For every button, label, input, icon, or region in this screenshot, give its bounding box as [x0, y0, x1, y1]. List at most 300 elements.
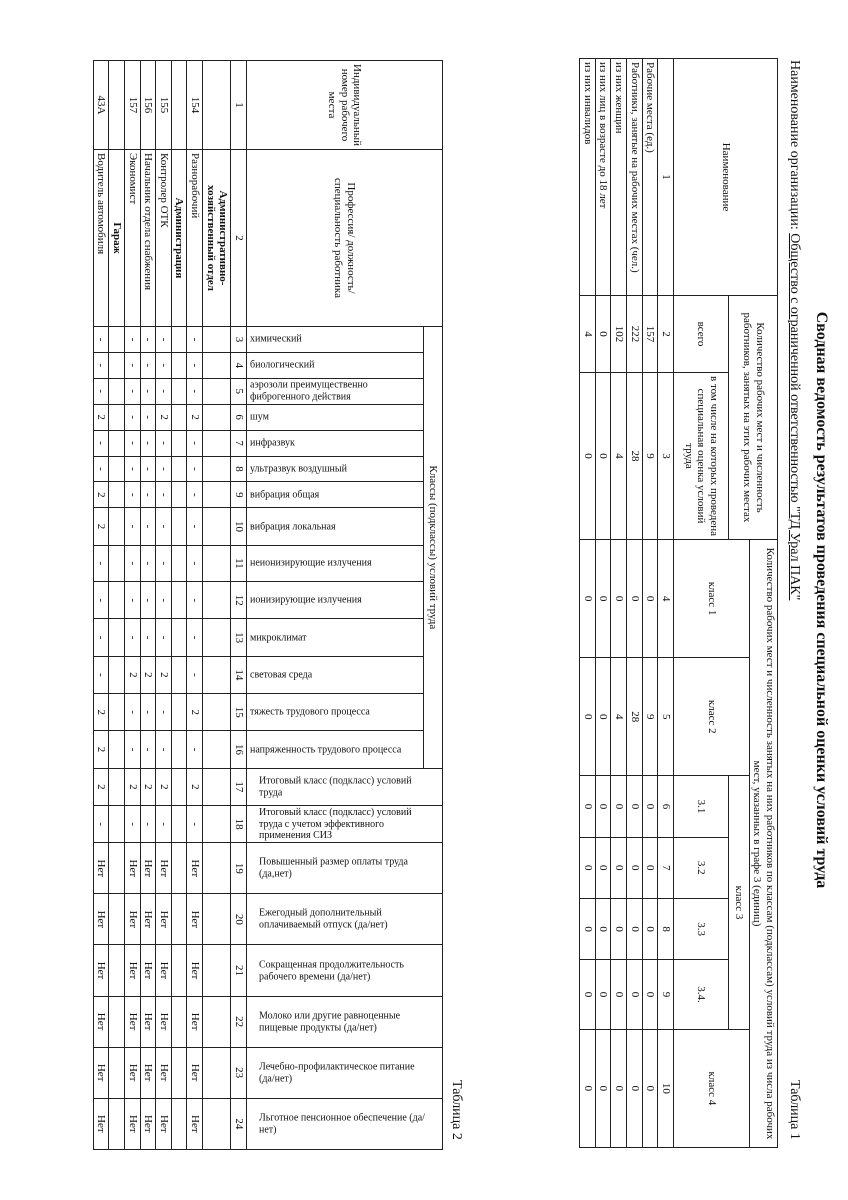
t2-cell: -	[140, 731, 156, 768]
t1-cell: 0	[627, 1029, 643, 1147]
t2-col-head: шум	[247, 404, 424, 430]
t2-col-head: Сокращенная продолжительность рабочего времени (да/нет)	[247, 945, 443, 996]
t1-cell: 4	[580, 296, 596, 373]
t2-cell: Нет	[93, 894, 109, 945]
t2-cell: -	[93, 545, 109, 581]
t1-cell: 0	[627, 776, 643, 837]
t2-cell: -	[140, 582, 156, 619]
t2-cell: -	[187, 327, 203, 353]
t2-empty	[203, 352, 231, 378]
t1-class2: класс 2	[674, 658, 750, 776]
t2-empty	[171, 378, 187, 404]
t2-cell: -	[187, 656, 203, 693]
t2-cell: -	[124, 456, 140, 482]
t2-col-head: Льготное пенсионное обеспечение (да/нет)	[247, 1098, 443, 1149]
t2-num: 3	[231, 327, 247, 353]
t2-num: 15	[231, 694, 247, 731]
t2-cell: Нет	[124, 945, 140, 996]
t2-cell: Нет	[140, 894, 156, 945]
t2-empty	[203, 694, 231, 731]
t2-cell: -	[156, 482, 172, 508]
t2-cell: 2	[140, 656, 156, 693]
t1-cell: 0	[642, 776, 658, 837]
t1-cell: 0	[611, 540, 627, 658]
t1-cell: 0	[595, 776, 611, 837]
t2-num: 24	[231, 1098, 247, 1149]
t2-empty	[109, 894, 125, 945]
t1-head-count: Количество рабочих мест и численность работников, занятых на этих рабочих местах	[729, 296, 778, 540]
t2-empty	[203, 996, 231, 1047]
t1-cell: 9	[642, 373, 658, 540]
t2-empty	[109, 482, 125, 508]
t2-num: 9	[231, 482, 247, 508]
t1-head-name: Наименование	[674, 59, 778, 296]
t1-cell: 0	[642, 540, 658, 658]
t2-cell: -	[124, 619, 140, 656]
t2-num: 4	[231, 352, 247, 378]
t2-col-head: Лечебно-профилактическое питание (да/нет)	[247, 1047, 443, 1098]
table1-label: Таблица 1	[787, 1080, 802, 1140]
t1-cell: 0	[580, 1029, 596, 1147]
t2-empty	[203, 404, 231, 430]
t2-cell: Нет	[93, 945, 109, 996]
t2-cell: -	[124, 430, 140, 456]
t1-cell: 0	[580, 960, 596, 1029]
t2-row-id: 155	[156, 61, 172, 150]
t2-empty	[171, 61, 187, 150]
t1-num: 2	[658, 296, 674, 373]
t1-num: 9	[658, 960, 674, 1029]
t2-col-head: Итоговый класс (подкласс) условий труда	[247, 768, 443, 805]
t1-cell: 222	[627, 296, 643, 373]
t2-cell: Нет	[187, 996, 203, 1047]
t2-empty	[171, 352, 187, 378]
t2-col-head: аэрозоли преимущественно фиброгенного действия	[247, 378, 424, 404]
t2-col-head: ультразвук воздушный	[247, 456, 424, 482]
t2-cell: -	[187, 352, 203, 378]
t2-empty	[203, 731, 231, 768]
t2-empty	[109, 996, 125, 1047]
t2-empty	[109, 61, 125, 150]
t2-cell: -	[124, 545, 140, 581]
t1-num: 6	[658, 776, 674, 837]
organization-name: Общество с ограниченной ответственностью "ТД Урал ПАК"	[787, 233, 802, 601]
t1-cell: 0	[595, 658, 611, 776]
t2-row-name: Водитель автомобиля	[93, 150, 109, 327]
t2-empty	[109, 806, 125, 843]
t2-cell: -	[140, 545, 156, 581]
t2-cell: -	[187, 508, 203, 545]
t2-row-id: 157	[124, 61, 140, 150]
t2-cell: 2	[187, 404, 203, 430]
t2-cell: Нет	[93, 843, 109, 894]
t2-empty	[203, 327, 231, 353]
t2-empty	[171, 894, 187, 945]
t2-empty	[109, 352, 125, 378]
t1-cell: 0	[611, 837, 627, 898]
t1-cell: 28	[627, 373, 643, 540]
t2-cell: -	[124, 694, 140, 731]
t2-num: 18	[231, 806, 247, 843]
t2-cell: -	[140, 456, 156, 482]
t2-cell: Нет	[156, 945, 172, 996]
t2-row-name: Контролер ОТК	[156, 150, 172, 327]
t2-cell: 2	[156, 656, 172, 693]
t2-empty	[171, 768, 187, 805]
t2-col-head: биологический	[247, 352, 424, 378]
t2-empty	[171, 806, 187, 843]
t2-empty	[171, 731, 187, 768]
t2-cell: -	[156, 378, 172, 404]
t1-cell: 0	[642, 960, 658, 1029]
t2-cell: 2	[93, 768, 109, 805]
t2-empty	[203, 545, 231, 581]
t2-num: 10	[231, 508, 247, 545]
summary-table	[579, 58, 778, 1148]
t2-empty	[171, 945, 187, 996]
t2-empty	[109, 731, 125, 768]
t2-row	[93, 61, 109, 1150]
t2-cell: Нет	[140, 1098, 156, 1149]
t2-empty	[171, 327, 187, 353]
t2-cell: Нет	[156, 1047, 172, 1098]
t2-cell: -	[187, 731, 203, 768]
t1-row-name: Рабочие места (ед.)	[642, 59, 658, 296]
t2-empty	[109, 378, 125, 404]
t2-cell: 2	[187, 768, 203, 805]
t2-cell: -	[187, 619, 203, 656]
t2-num: 8	[231, 456, 247, 482]
t1-row-name: из них лиц в возрасте до 18 лет	[595, 59, 611, 296]
t2-section-title: Гараж	[109, 150, 125, 327]
organization-label: Наименование организации:	[787, 60, 802, 230]
t1-sub31: 3.1	[674, 776, 729, 837]
t2-num: 17	[231, 768, 247, 805]
t2-cell: 2	[187, 694, 203, 731]
t2-section-row	[203, 61, 231, 1150]
t1-row	[611, 59, 627, 1148]
t2-cell: Нет	[156, 843, 172, 894]
t2-cell: Нет	[124, 1047, 140, 1098]
t2-empty	[171, 1098, 187, 1149]
t2-cell: Нет	[93, 1098, 109, 1149]
t2-cell: -	[140, 508, 156, 545]
t2-col-head: Молоко или другие равноценные пищевые продукты (да/нет)	[247, 996, 443, 1047]
t2-cell: -	[156, 731, 172, 768]
t2-cell: -	[124, 731, 140, 768]
t2-empty	[203, 806, 231, 843]
t2-empty	[171, 482, 187, 508]
t2-cell: Нет	[140, 1047, 156, 1098]
t2-cell: -	[187, 582, 203, 619]
t1-cell: 157	[642, 296, 658, 373]
t1-cell: 0	[642, 898, 658, 959]
t2-cell: -	[156, 694, 172, 731]
t2-head-classes: Классы (подклассы) условий труда	[424, 327, 443, 769]
t2-cell: 2	[93, 731, 109, 768]
t2-empty	[109, 456, 125, 482]
t2-cell: -	[187, 482, 203, 508]
t2-col-head: ионизирующие излучения	[247, 582, 424, 619]
t2-cell: Нет	[124, 843, 140, 894]
t2-empty	[171, 582, 187, 619]
t2-cell: 2	[140, 768, 156, 805]
t2-empty	[203, 894, 231, 945]
t2-empty	[171, 656, 187, 693]
t2-empty	[109, 1098, 125, 1149]
t2-cell: -	[124, 404, 140, 430]
t1-cell: 0	[627, 837, 643, 898]
t2-cell: -	[124, 582, 140, 619]
t2-empty	[203, 482, 231, 508]
t2-empty	[203, 843, 231, 894]
t2-cell: -	[156, 430, 172, 456]
t2-empty	[109, 694, 125, 731]
t1-cell: 0	[627, 898, 643, 959]
t2-col-head: напряженность трудового процесса	[247, 731, 424, 768]
t2-cell: -	[93, 582, 109, 619]
t2-row-id: 43А	[93, 61, 109, 150]
t1-cell: 0	[595, 296, 611, 373]
t2-section-title: Администрация	[171, 150, 187, 327]
t2-cell: -	[156, 582, 172, 619]
t1-sub32: 3.2	[674, 837, 729, 898]
t1-number-row	[658, 59, 674, 1148]
t2-col-head: микроклимат	[247, 619, 424, 656]
t1-cell: 0	[580, 837, 596, 898]
t2-num: 1	[231, 61, 247, 150]
t1-num: 4	[658, 540, 674, 658]
t2-cell: -	[187, 456, 203, 482]
t2-col-head: Итоговый класс (подкласс) условий труда с учетом эффективного применения СИЗ	[247, 806, 443, 843]
t1-cell: 0	[580, 540, 596, 658]
t2-empty	[109, 945, 125, 996]
t2-empty	[203, 430, 231, 456]
t2-cell: Нет	[140, 945, 156, 996]
t2-cell: -	[156, 456, 172, 482]
t2-num: 12	[231, 582, 247, 619]
t2-cell: -	[93, 327, 109, 353]
t2-col-head: химический	[247, 327, 424, 353]
t2-empty	[109, 430, 125, 456]
t2-cell: Нет	[156, 996, 172, 1047]
t1-cell: 0	[595, 837, 611, 898]
t1-sub34: 3.4.	[674, 960, 729, 1029]
t2-col-head: неионизирующие излучения	[247, 545, 424, 581]
t2-cell: Нет	[187, 1047, 203, 1098]
t2-cell: -	[93, 656, 109, 693]
t2-col-head: Повышенный размер оплаты труда (да,нет)	[247, 843, 443, 894]
t2-empty	[171, 430, 187, 456]
t2-row	[140, 61, 156, 1150]
t1-cell: 0	[595, 540, 611, 658]
t2-cell: Нет	[93, 996, 109, 1047]
t2-cell: -	[156, 545, 172, 581]
t2-cell: 2	[93, 508, 109, 545]
t2-cell: -	[156, 508, 172, 545]
t1-row-name: из них инвалидов	[580, 59, 596, 296]
t2-cell: -	[93, 378, 109, 404]
t2-num: 2	[231, 150, 247, 327]
t1-row	[642, 59, 658, 1148]
t2-cell: -	[187, 430, 203, 456]
t2-num: 20	[231, 894, 247, 945]
t2-empty	[109, 508, 125, 545]
t2-cell: -	[156, 327, 172, 353]
organization-line	[786, 60, 802, 600]
t2-cell: -	[93, 352, 109, 378]
t2-cell: -	[140, 482, 156, 508]
t2-cell: -	[124, 482, 140, 508]
t1-cell: 0	[595, 373, 611, 540]
t2-empty	[171, 545, 187, 581]
t2-number-row	[231, 61, 247, 1150]
t2-num: 21	[231, 945, 247, 996]
t2-cell: -	[156, 806, 172, 843]
t1-row-name: Работники, занятые на рабочих местах (чел.)	[627, 59, 643, 296]
t2-cell: -	[124, 508, 140, 545]
t2-empty	[171, 619, 187, 656]
t1-cell: 0	[611, 1029, 627, 1147]
t1-cell: 0	[595, 960, 611, 1029]
t2-row-name: Разнорабочий	[187, 150, 203, 327]
t2-section-row	[109, 61, 125, 1150]
t1-cell: 0	[611, 898, 627, 959]
t1-row-name: из них женщин	[611, 59, 627, 296]
t2-cell: Нет	[124, 1098, 140, 1149]
t2-cell: -	[156, 619, 172, 656]
t2-empty	[203, 619, 231, 656]
t1-sub33: 3.3	[674, 898, 729, 959]
t2-cell: Нет	[156, 894, 172, 945]
t2-section-title: Административно-хозяйственный отдел	[203, 150, 231, 327]
t2-empty	[171, 694, 187, 731]
t2-section-row	[171, 61, 187, 1150]
t2-cell: Нет	[187, 945, 203, 996]
t1-cell: 0	[611, 776, 627, 837]
t1-row	[580, 59, 596, 1148]
t2-num: 16	[231, 731, 247, 768]
t2-num: 19	[231, 843, 247, 894]
t2-empty	[109, 843, 125, 894]
t2-num: 6	[231, 404, 247, 430]
t2-empty	[203, 945, 231, 996]
t2-cell: -	[140, 378, 156, 404]
t2-col-head: вибрация локальная	[247, 508, 424, 545]
t1-row	[595, 59, 611, 1148]
t2-cell: -	[93, 806, 109, 843]
t2-cell: -	[93, 456, 109, 482]
t1-head-classes: Количество рабочих мест и численность занятых на них работников по классам (подклассам) условий труда из числа рабочих мест, указанных в графе 3 (единиц)	[749, 540, 777, 1148]
t2-empty	[171, 456, 187, 482]
t2-cell: -	[124, 806, 140, 843]
t2-cell: -	[140, 404, 156, 430]
t1-class4: класс 4	[674, 1029, 750, 1147]
t2-row-id: 154	[187, 61, 203, 150]
t2-empty	[109, 1047, 125, 1098]
t2-cell: Нет	[140, 843, 156, 894]
t1-head-total: всего	[674, 296, 729, 373]
t2-empty	[109, 545, 125, 581]
t2-empty	[203, 768, 231, 805]
t2-cell: 2	[124, 656, 140, 693]
t2-empty	[171, 404, 187, 430]
t2-cell: 2	[93, 694, 109, 731]
t2-num: 22	[231, 996, 247, 1047]
t2-empty	[109, 656, 125, 693]
t2-cell: 2	[124, 768, 140, 805]
t2-col-head: световая среда	[247, 656, 424, 693]
workplace-table	[93, 60, 443, 1150]
t2-num: 5	[231, 378, 247, 404]
t2-row-name: Начальник отдела снабжения	[140, 150, 156, 327]
t2-cell: -	[187, 545, 203, 581]
t2-row	[187, 61, 203, 1150]
t2-cell: -	[187, 378, 203, 404]
t2-num: 14	[231, 656, 247, 693]
t2-cell: -	[140, 430, 156, 456]
t2-head-prof: Профессия/ должность/ специальность работника	[247, 150, 443, 327]
t2-num: 11	[231, 545, 247, 581]
t1-cell: 4	[611, 658, 627, 776]
t1-cell: 0	[627, 540, 643, 658]
t2-row-id: 156	[140, 61, 156, 150]
t2-empty	[109, 327, 125, 353]
t1-class1: класс 1	[674, 540, 750, 658]
t2-cell: -	[124, 327, 140, 353]
t1-num: 1	[658, 59, 674, 296]
t2-cell: Нет	[187, 843, 203, 894]
t2-num: 13	[231, 619, 247, 656]
t2-cell: Нет	[140, 996, 156, 1047]
t1-cell: 0	[580, 776, 596, 837]
t1-cell: 0	[580, 658, 596, 776]
t2-cell: -	[93, 430, 109, 456]
t2-col-head: Ежегодный дополнительный оплачиваемый отпуск (да/нет)	[247, 894, 443, 945]
t2-row-name: Экономист	[124, 150, 140, 327]
t2-cell: 2	[156, 768, 172, 805]
t2-cell: Нет	[156, 1098, 172, 1149]
t1-head-assessed: в том числе на которых проведена специальная оценка условий труда	[674, 373, 729, 540]
t2-empty	[171, 843, 187, 894]
t2-cell: -	[140, 352, 156, 378]
t1-cell: 4	[611, 373, 627, 540]
t2-empty	[109, 582, 125, 619]
t2-cell: -	[124, 352, 140, 378]
t2-empty	[171, 1047, 187, 1098]
t1-cell: 9	[642, 658, 658, 776]
t2-empty	[203, 61, 231, 150]
t2-cell: Нет	[124, 894, 140, 945]
t2-cell: -	[140, 694, 156, 731]
document-title: Сводная ведомость результатов проведения специальной оценки условий труда	[813, 311, 830, 889]
t2-empty	[171, 508, 187, 545]
t2-row	[156, 61, 172, 1150]
t1-class3: класс 3	[729, 776, 750, 1029]
t2-col-head: вибрация общая	[247, 482, 424, 508]
t2-cell: -	[140, 806, 156, 843]
t2-cell: Нет	[124, 996, 140, 1047]
t2-empty	[109, 619, 125, 656]
t2-cell: 2	[93, 404, 109, 430]
t2-cell: -	[93, 619, 109, 656]
t2-cell: -	[187, 806, 203, 843]
t2-cell: Нет	[187, 1098, 203, 1149]
t2-cell: 2	[93, 482, 109, 508]
t2-empty	[203, 656, 231, 693]
t2-cell: -	[140, 619, 156, 656]
t1-cell: 0	[642, 837, 658, 898]
